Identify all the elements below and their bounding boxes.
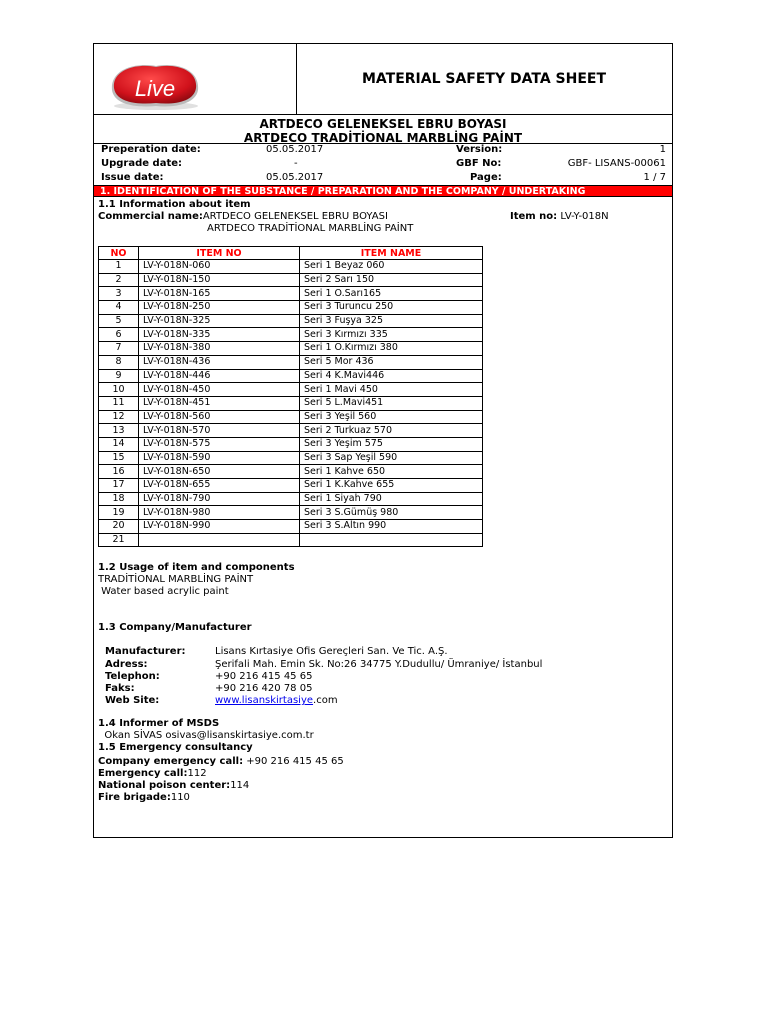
- row-item-name: [300, 533, 483, 547]
- row-no: 19: [99, 506, 139, 520]
- row-no: 17: [99, 479, 139, 493]
- table-row: [99, 492, 483, 506]
- row-no: 18: [99, 492, 139, 506]
- table-row: [99, 273, 483, 287]
- usage-heading: 1.2 Usage of item and components: [98, 562, 295, 573]
- fire-row: [98, 792, 190, 804]
- informer-value: Okan SİVAS osivas@lisanskirtasiye.com.tr: [98, 730, 314, 741]
- table-header-row: [99, 247, 483, 260]
- items-table: [98, 246, 483, 547]
- logo-text: Live: [134, 76, 176, 101]
- row-item-no: LV-Y-018N-451: [139, 396, 300, 410]
- row-no: 6: [99, 328, 139, 342]
- product-title: [94, 114, 672, 144]
- table-row: [99, 369, 483, 383]
- emergency-label: Emergency call:: [98, 768, 188, 779]
- row-item-name: Seri 5 Mor 436: [300, 355, 483, 369]
- product-title-line1: ARTDECO GELENEKSEL EBRU BOYASI: [259, 117, 507, 131]
- table-row: [99, 465, 483, 479]
- table-row: [99, 355, 483, 369]
- header-no: NO: [99, 247, 139, 260]
- row-item-no: LV-Y-018N-250: [139, 301, 300, 315]
- row-item-no: LV-Y-018N-570: [139, 424, 300, 438]
- table-row: [99, 328, 483, 342]
- row-no: 11: [99, 396, 139, 410]
- row-item-name: Seri 1 Mavi 450: [300, 383, 483, 397]
- emergency-value: 112: [187, 768, 207, 779]
- row-item-name: Seri 3 Kırmızı 335: [300, 328, 483, 342]
- live-logo: [94, 44, 296, 114]
- row-item-no: LV-Y-018N-790: [139, 492, 300, 506]
- manufacturer-label: Manufacturer:: [105, 646, 186, 657]
- header-item-no: ITEM NO: [139, 247, 300, 260]
- emergency-heading: 1.5 Emergency consultancy: [98, 742, 253, 753]
- row-item-no: LV-Y-018N-590: [139, 451, 300, 465]
- prep-date-value: 05.05.2017: [266, 144, 324, 155]
- items-table-body: [99, 260, 483, 547]
- row-item-name: Seri 3 S.Gümüş 980: [300, 506, 483, 520]
- row-item-no: LV-Y-018N-446: [139, 369, 300, 383]
- row-item-no: LV-Y-018N-990: [139, 520, 300, 534]
- manufacturer-value: Lisans Kırtasiye Ofis Gereçleri San. Ve Tic. A.Ş.: [215, 646, 448, 657]
- row-item-no: LV-Y-018N-436: [139, 355, 300, 369]
- upgrade-date-label: Upgrade date:: [101, 158, 183, 169]
- row-item-no: LV-Y-018N-335: [139, 328, 300, 342]
- company-heading: 1.3 Company/Manufacturer: [98, 622, 252, 633]
- row-no: 20: [99, 520, 139, 534]
- row-item-no: LV-Y-018N-560: [139, 410, 300, 424]
- meta-block: [94, 144, 672, 186]
- row-no: 10: [99, 383, 139, 397]
- item-no-value: LV-Y-018N: [560, 211, 609, 222]
- header-item-name: ITEM NAME: [300, 247, 483, 260]
- row-item-name: Seri 3 Turuncu 250: [300, 301, 483, 315]
- table-row: [99, 383, 483, 397]
- table-row: [99, 520, 483, 534]
- web-label: Web Site:: [105, 695, 160, 706]
- upgrade-date-value: -: [294, 158, 298, 169]
- table-row: [99, 260, 483, 274]
- table-row: [99, 287, 483, 301]
- company-emergency-label: Company emergency call:: [98, 756, 244, 767]
- row-item-name: Seri 3 Fuşya 325: [300, 314, 483, 328]
- table-row: [99, 396, 483, 410]
- row-item-name: Seri 2 Sarı 150: [300, 273, 483, 287]
- row-item-no: LV-Y-018N-325: [139, 314, 300, 328]
- poison-value: 114: [230, 780, 250, 791]
- row-item-name: Seri 3 Sap Yeşil 590: [300, 451, 483, 465]
- faks-label: Faks:: [105, 683, 135, 694]
- telephon-label: Telephon:: [105, 671, 160, 682]
- page-label: Page:: [470, 172, 502, 183]
- commercial-name-value-2: ARTDECO TRADİTİONAL MARBLİNG PAİNT: [207, 223, 414, 234]
- row-item-name: Seri 5 L.Mavi451: [300, 396, 483, 410]
- row-item-no: LV-Y-018N-980: [139, 506, 300, 520]
- company-emergency-row: [98, 756, 344, 768]
- info-heading: 1.1 Information about item: [98, 199, 251, 210]
- table-row: [99, 451, 483, 465]
- section-1-bar: 1. IDENTIFICATION OF THE SUBSTANCE / PREPARATION AND THE COMPANY / UNDERTAKING: [94, 185, 672, 197]
- table-row: [99, 410, 483, 424]
- web-suffix: .com: [313, 695, 338, 706]
- item-no-label: Item no:: [510, 211, 558, 222]
- row-no: 13: [99, 424, 139, 438]
- logo-cell: [94, 44, 297, 115]
- row-item-name: Seri 1 O.Sarı165: [300, 287, 483, 301]
- row-item-name: Seri 4 K.Mavi446: [300, 369, 483, 383]
- telephon-value: +90 216 415 45 65: [215, 671, 313, 682]
- row-item-no: LV-Y-018N-450: [139, 383, 300, 397]
- faks-value: +90 216 420 78 05: [215, 683, 313, 694]
- row-item-no: [139, 533, 300, 547]
- page-value: 1 / 7: [643, 172, 666, 183]
- row-no: 15: [99, 451, 139, 465]
- table-row: [99, 301, 483, 315]
- company-emergency-value: +90 216 415 45 65: [243, 756, 344, 767]
- row-item-no: LV-Y-018N-650: [139, 465, 300, 479]
- table-row: [99, 437, 483, 451]
- table-row: [99, 314, 483, 328]
- row-no: 12: [99, 410, 139, 424]
- usage-line-2: Water based acrylic paint: [98, 586, 229, 597]
- row-item-name: Seri 1 K.Kahve 655: [300, 479, 483, 493]
- table-row: [99, 424, 483, 438]
- prep-date-label: Preperation date:: [101, 144, 201, 155]
- web-link[interactable]: www.lisanskirtasiye: [215, 695, 314, 706]
- version-value: 1: [659, 144, 666, 155]
- row-no: 21: [99, 533, 139, 547]
- issue-date-value: 05.05.2017: [266, 172, 324, 183]
- row-no: 3: [99, 287, 139, 301]
- row-no: 1: [99, 260, 139, 274]
- row-no: 2: [99, 273, 139, 287]
- adress-label: Adress:: [105, 659, 148, 670]
- row-item-name: Seri 2 Turkuaz 570: [300, 424, 483, 438]
- adress-value: Şerifali Mah. Emin Sk. No:26 34775 Y.Dudullu/ Ümraniye/ İstanbul: [215, 659, 543, 670]
- product-title-line2: ARTDECO TRADİTİONAL MARBLİNG PAİNT: [243, 131, 523, 145]
- row-item-name: Seri 1 O.Kırmızı 380: [300, 342, 483, 356]
- poison-label: National poison center:: [98, 780, 231, 791]
- row-item-name: Seri 1 Siyah 790: [300, 492, 483, 506]
- table-row: [99, 533, 483, 547]
- row-item-no: LV-Y-018N-165: [139, 287, 300, 301]
- document-page: [93, 43, 673, 838]
- row-no: 9: [99, 369, 139, 383]
- fire-value: 110: [170, 792, 190, 803]
- commercial-name-row: [98, 211, 658, 222]
- row-no: 4: [99, 301, 139, 315]
- row-no: 7: [99, 342, 139, 356]
- informer-heading: 1.4 Informer of MSDS: [98, 718, 220, 729]
- table-row: [99, 342, 483, 356]
- row-item-name: Seri 1 Kahve 650: [300, 465, 483, 479]
- row-item-no: LV-Y-018N-060: [139, 260, 300, 274]
- usage-line-1: TRADİTİONAL MARBLİNG PAİNT: [98, 574, 254, 585]
- commercial-name-value-1: ARTDECO GELENEKSEL EBRU BOYASI: [202, 211, 388, 222]
- row-no: 14: [99, 437, 139, 451]
- row-no: 16: [99, 465, 139, 479]
- row-item-name: Seri 3 Yeşil 560: [300, 410, 483, 424]
- row-no: 5: [99, 314, 139, 328]
- emergency-row: [98, 768, 207, 780]
- version-label: Version:: [456, 144, 503, 155]
- poison-row: [98, 780, 249, 792]
- document-title: MATERIAL SAFETY DATA SHEET: [296, 44, 672, 115]
- gbf-label: GBF No:: [456, 158, 502, 169]
- row-item-no: LV-Y-018N-380: [139, 342, 300, 356]
- row-item-name: Seri 3 S.Altın 990: [300, 520, 483, 534]
- gbf-value: GBF- LISANS-00061: [567, 158, 666, 169]
- row-item-no: LV-Y-018N-655: [139, 479, 300, 493]
- table-row: [99, 479, 483, 493]
- row-item-name: Seri 3 Yeşim 575: [300, 437, 483, 451]
- row-item-no: LV-Y-018N-150: [139, 273, 300, 287]
- row-item-no: LV-Y-018N-575: [139, 437, 300, 451]
- table-row: [99, 506, 483, 520]
- commercial-name-label: Commercial name:: [98, 211, 203, 222]
- row-no: 8: [99, 355, 139, 369]
- fire-label: Fire brigade:: [98, 792, 171, 803]
- issue-date-label: Issue date:: [101, 172, 164, 183]
- row-item-name: Seri 1 Beyaz 060: [300, 260, 483, 274]
